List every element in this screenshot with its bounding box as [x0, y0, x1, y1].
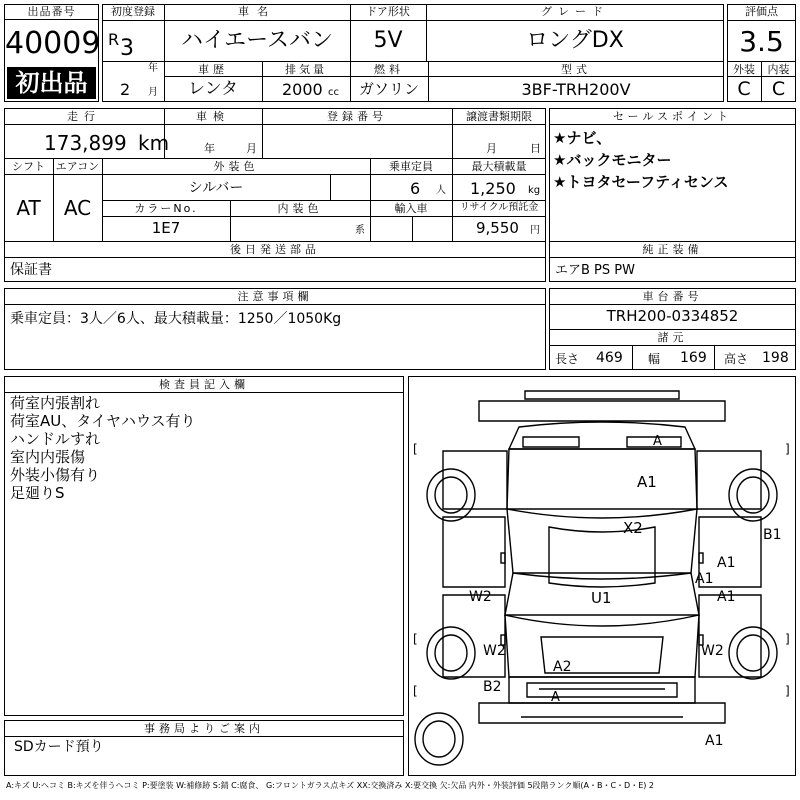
mileage-value: 173,899 — [44, 131, 127, 155]
height-value: 198 — [762, 350, 789, 366]
inspector-line-4: 室内内張傷 — [10, 448, 86, 466]
mileage-label: 走行 — [67, 110, 101, 123]
inspector-line-5: 外装小傷有り — [10, 466, 101, 484]
reg-no-label: 登録番号 — [327, 110, 387, 123]
int-grade-value: C — [771, 78, 786, 100]
ext-color-label: 外装色 — [213, 160, 259, 173]
int-color-unit: 系 — [355, 225, 365, 236]
selling-point-3: ★トヨタセーフティセンス — [553, 173, 729, 191]
bracket-left-top: [ — [413, 442, 418, 456]
damage-windshield: X2 — [623, 519, 643, 537]
transfer-label: 譲渡書類期限 — [466, 110, 532, 123]
first-reg-year: 3 — [120, 36, 134, 61]
damage-right-front-door-lower: A1 — [695, 571, 714, 587]
inspection-month-unit: 月 — [246, 142, 257, 155]
inspector-line-3: ハンドルすれ — [10, 430, 101, 448]
later-parts-value: 保証書 — [10, 262, 52, 278]
first-reg-label: 初度登録 — [111, 5, 155, 18]
inspector-line-1: 荷室内張割れ — [10, 394, 101, 412]
later-parts-label: 後日発送部品 — [230, 243, 320, 256]
fuel-value: ガソリン — [358, 80, 419, 98]
recycle-unit: 円 — [530, 225, 540, 236]
lot-label: 出品番号 — [5, 5, 98, 20]
length-value: 469 — [596, 350, 623, 366]
score-value: 3.5 — [739, 25, 784, 58]
genuine-equipment-value: エアB PS PW — [555, 263, 635, 278]
notes-value: 乗車定員：3人／6人、最大積載量：1250／1050Kg — [10, 311, 342, 327]
history-label: 車歴 — [198, 63, 228, 76]
legend-text: A:キズ U:ヘコミ B:キズを伴うヘコミ P:要塗装 W:補修跡 S:錆 C:腐食、 G:フロントガラス点キズ XX:交換済み X:要交換 欠:欠品 内外・外装評価 5段階ランク順(A・B・C・D・E) 2 — [6, 781, 655, 790]
door-label: ドア形状 — [366, 5, 410, 18]
capacity-unit: 人 — [436, 185, 446, 196]
inspector-line-6: 足廻りS — [10, 484, 65, 502]
damage-right-rear-door: A1 — [717, 589, 736, 605]
grade-value: ロングDX — [526, 28, 624, 53]
car-name-value: ハイエースバン — [180, 28, 334, 53]
capacity-label: 乗車定員 — [389, 160, 433, 173]
int-grade-label: 内装 — [767, 63, 790, 76]
damage-right-front-fender: B1 — [763, 527, 782, 543]
damage-left-rear-quarter: B2 — [483, 679, 502, 695]
damage-roof: U1 — [591, 589, 612, 607]
model-label: 型式 — [561, 63, 591, 76]
fuel-label: 燃料 — [374, 63, 404, 76]
displacement-unit: cc — [328, 87, 339, 98]
inspection-label: 車検 — [196, 110, 230, 123]
car-name-label: 車名 — [238, 5, 276, 18]
damage-diagram — [408, 376, 796, 776]
bracket-right-rear: ] — [785, 684, 790, 698]
aircon-label: エアコン — [55, 160, 100, 173]
selling-point-1: ★ナビ、 — [553, 129, 612, 147]
ext-color-value: シルバー — [188, 180, 244, 196]
max-load-unit: kg — [528, 185, 541, 196]
transfer-day-unit: 日 — [530, 142, 541, 155]
grade-label: グレード — [541, 5, 609, 18]
max-load-value: 1,250 — [470, 179, 516, 198]
int-color-label: 内装色 — [277, 202, 323, 215]
import-label: 輸入車 — [394, 202, 428, 215]
damage-left-front-wheel: W2 — [469, 589, 492, 605]
genuine-equipment-label: 純正装備 — [642, 243, 703, 256]
displacement-label: 排気量 — [285, 63, 327, 76]
office-label: 事務局よりご案内 — [144, 722, 264, 735]
damage-front-bumper: A — [653, 434, 662, 449]
selling-points-label: セールスポイント — [612, 110, 732, 123]
width-label: 幅 — [648, 352, 661, 366]
score-label: 評価点 — [745, 5, 778, 18]
first-reg-month-unit: 月 — [148, 87, 158, 98]
first-reg-month: 2 — [120, 80, 131, 99]
damage-right-rear-wheel: W2 — [701, 643, 724, 659]
bracket-right-bottom: ] — [785, 632, 790, 646]
max-load-label: 最大積載量 — [471, 160, 527, 173]
ext-grade-value: C — [737, 78, 751, 100]
damage-hood: A1 — [637, 473, 657, 491]
mileage-unit: km — [138, 131, 170, 155]
first-reg-era: R — [108, 30, 120, 49]
inspection-year-unit: 年 — [204, 142, 215, 155]
lot-cell — [4, 4, 99, 102]
notes-label: 注意事項欄 — [237, 290, 313, 303]
lot-number: 40009 — [5, 26, 101, 61]
capacity-value: 6 — [410, 179, 421, 198]
chassis-value: TRH200-0334852 — [606, 307, 739, 325]
history-value: レンタ — [188, 79, 238, 99]
shift-label: シフト — [12, 160, 45, 173]
damage-rear-glass: A2 — [553, 659, 572, 675]
damage-rear-bumper: A — [551, 690, 560, 705]
specs-label: 諸元 — [657, 331, 688, 344]
recycle-label: リサイクル預託金 — [459, 202, 539, 213]
damage-left-rear-wheel: W2 — [483, 643, 506, 659]
recycle-value: 9,550 — [476, 219, 519, 237]
bracket-left-bottom: [ — [413, 632, 418, 646]
model-value: 3BF-TRH200V — [521, 80, 631, 99]
ext-grade-label: 外装 — [733, 63, 755, 76]
height-label: 高さ — [724, 352, 749, 366]
aircon-value: AC — [63, 196, 92, 220]
displacement-value: 2000 — [282, 80, 323, 99]
car-diagram-svg — [409, 377, 795, 775]
damage-right-front-door: A1 — [717, 555, 736, 571]
first-listing-badge: 初出品 — [7, 67, 96, 99]
shift-value: AT — [16, 196, 41, 220]
selling-point-2: ★バックモニター — [553, 151, 672, 169]
bracket-right-top: ] — [785, 442, 790, 456]
office-value: SDカード預り — [14, 739, 104, 755]
color-no-value: 1E7 — [151, 219, 181, 237]
transfer-month-unit: 月 — [486, 142, 497, 155]
color-no-label: カラーNo. — [134, 202, 198, 215]
inspector-line-2: 荷室AU、タイヤハウス有り — [10, 412, 196, 430]
length-label: 長さ — [555, 352, 580, 366]
door-value: 5V — [373, 28, 403, 53]
damage-spare: A1 — [705, 733, 724, 749]
width-value: 169 — [680, 350, 707, 366]
first-reg-year-unit: 年 — [148, 63, 158, 74]
bracket-left-rear: [ — [413, 684, 418, 698]
inspector-label: 検査員記入欄 — [159, 378, 249, 391]
chassis-label: 車台番号 — [642, 290, 703, 303]
